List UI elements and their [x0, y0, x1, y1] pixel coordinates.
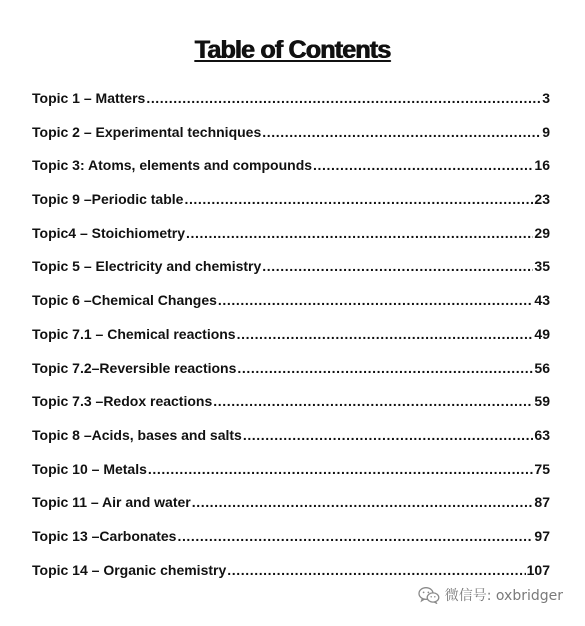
toc-entry-title: Topic 7.3 –Redox reactions — [32, 393, 213, 410]
toc-page-number: 29 — [534, 224, 550, 241]
toc-entry-title: Topic 1 – Matters — [32, 90, 146, 106]
toc-entry-title: Topic 2 – Experimental techniques — [32, 123, 262, 140]
toc-entry — [32, 356, 550, 390]
toc-page-number: 63 — [534, 426, 550, 443]
toc-entry-title: Topic 7.2–Reversible reactions — [32, 359, 237, 376]
toc-entry-title: Topic 7.1 – Chemical reactions — [32, 325, 236, 342]
toc-page-number: 75 — [534, 460, 550, 477]
toc-entry — [32, 524, 550, 558]
dot-leader — [186, 221, 533, 245]
table-of-contents — [32, 86, 550, 591]
toc-page-number: 49 — [534, 325, 550, 342]
toc-entry — [32, 120, 550, 154]
toc-entry — [32, 322, 550, 356]
dot-leader — [243, 423, 534, 447]
toc-entry — [32, 153, 550, 187]
dot-leader — [262, 120, 541, 144]
toc-page-number: 3 — [542, 90, 550, 106]
toc-entry-title: Topic 9 –Periodic table — [32, 191, 184, 208]
toc-page-number: 23 — [534, 191, 550, 208]
toc-page-number: 9 — [542, 123, 550, 140]
dot-leader — [313, 153, 533, 177]
dot-leader — [192, 490, 534, 514]
toc-entry — [32, 457, 550, 491]
toc-entry — [32, 86, 550, 120]
toc-entry — [32, 389, 550, 423]
dot-leader — [237, 322, 534, 346]
toc-entry-title: Topic 5 – Electricity and chemistry — [32, 258, 262, 275]
watermark-text: 微信号: oxbridger — [444, 588, 563, 604]
toc-entry — [32, 221, 550, 255]
dot-leader — [213, 389, 533, 413]
wechat-watermark — [418, 585, 563, 605]
toc-entry-title: Topic 8 –Acids, bases and salts — [32, 426, 242, 443]
toc-entry — [32, 423, 550, 457]
toc-page-number: 35 — [534, 258, 550, 275]
toc-entry — [32, 187, 550, 221]
wechat-icon — [418, 586, 440, 604]
dot-leader — [227, 558, 525, 582]
dot-leader — [148, 457, 534, 481]
dot-leader — [146, 86, 541, 110]
toc-entry-title: Topic 10 – Metals — [32, 460, 147, 477]
toc-page-number: 56 — [534, 359, 550, 376]
dot-leader — [184, 187, 533, 211]
toc-entry-title: Topic 3: Atoms, elements and compounds — [32, 157, 313, 174]
toc-entry-title: Topic4 – Stoichiometry — [32, 224, 185, 241]
dot-leader — [262, 254, 533, 278]
dot-leader — [237, 356, 533, 380]
toc-entry — [32, 490, 550, 524]
toc-page-number: 59 — [534, 393, 550, 410]
toc-entry — [32, 288, 550, 322]
toc-entry-title: Topic 6 –Chemical Changes — [32, 292, 217, 309]
toc-entry-title: Topic 14 – Organic chemistry — [32, 561, 227, 578]
dot-leader — [177, 524, 533, 548]
toc-page-number: 43 — [534, 292, 550, 309]
toc-page-number: 87 — [534, 494, 550, 511]
toc-entry-title: Topic 11 – Air and water — [32, 494, 191, 511]
toc-entry-title: Topic 13 –Carbonates — [32, 527, 177, 544]
page-title: Table of Contents — [194, 36, 391, 64]
toc-page-number: 107 — [526, 561, 550, 578]
toc-page-number: 97 — [534, 527, 550, 544]
toc-entry — [32, 254, 550, 288]
toc-page-number: 16 — [534, 157, 550, 174]
dot-leader — [218, 288, 534, 312]
